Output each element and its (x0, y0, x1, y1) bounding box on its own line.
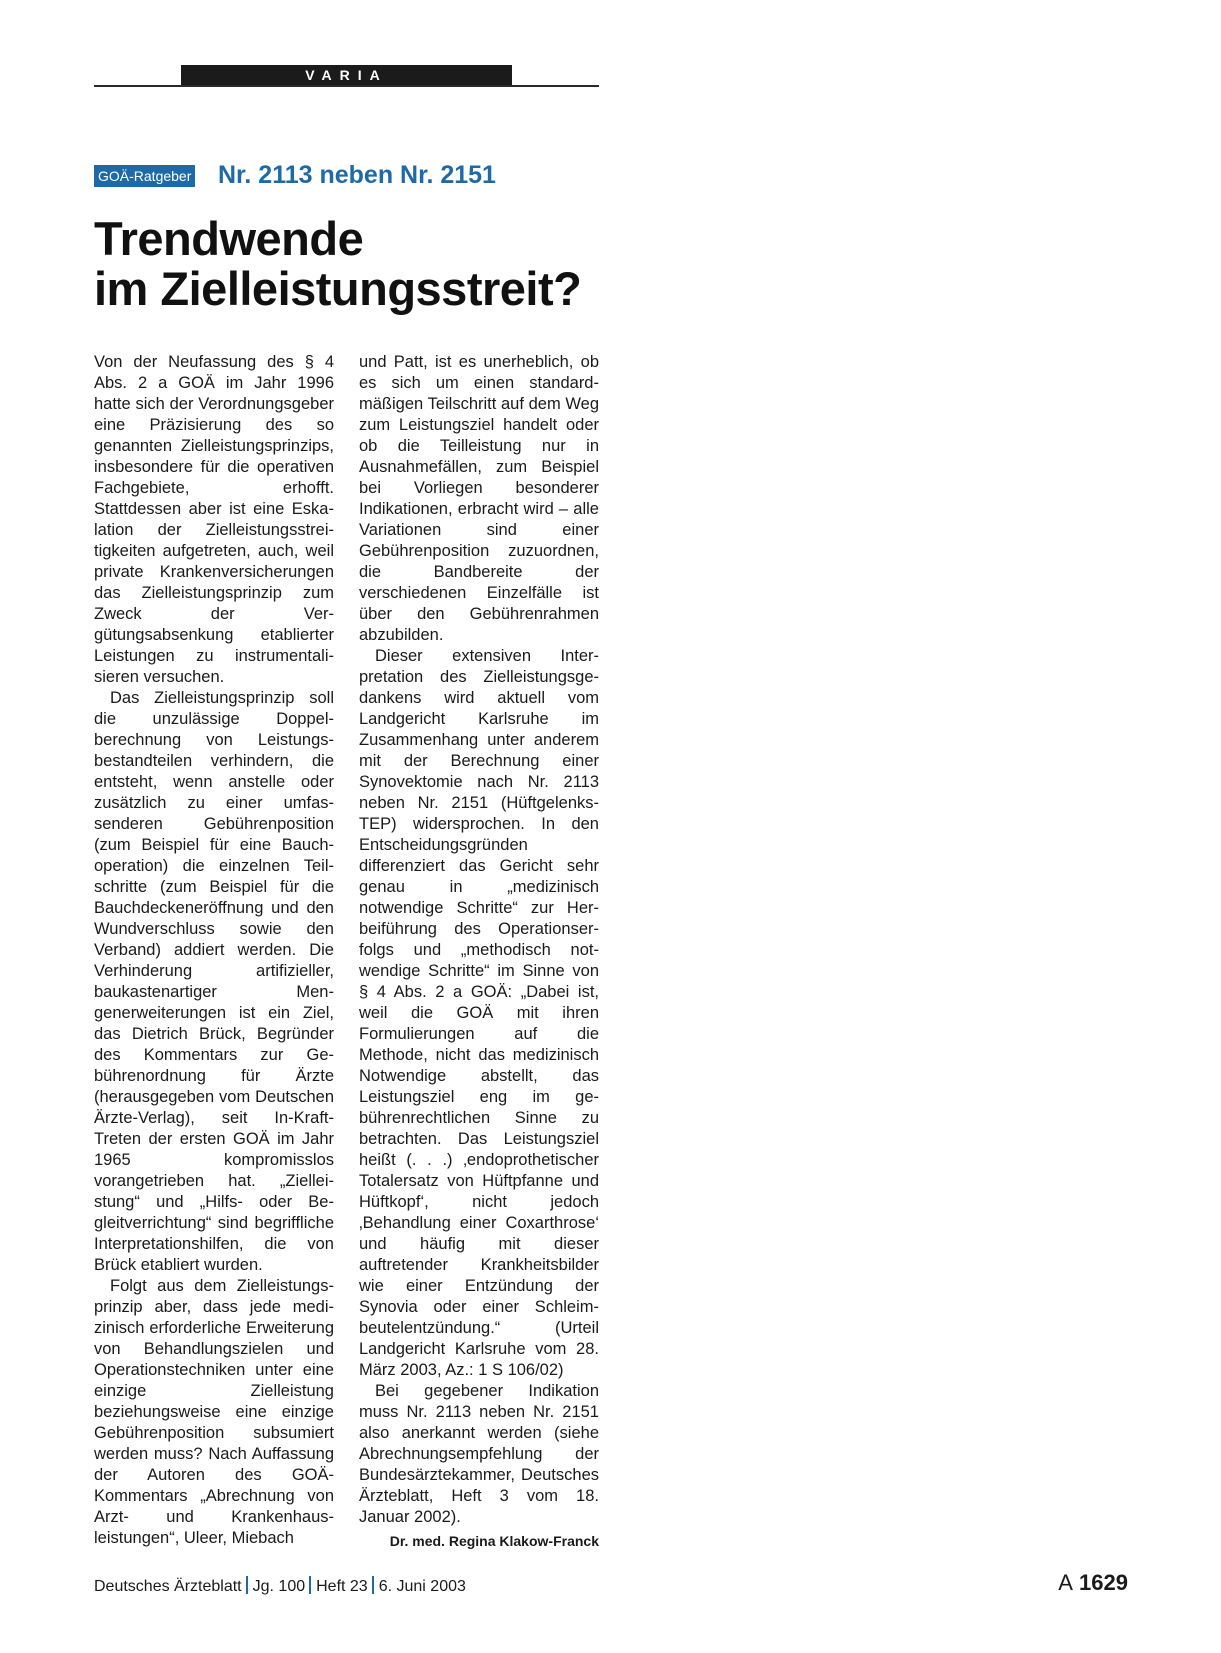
paragraph: Folgt aus dem Zielleistungsprinzip aber, dass jede medizinisch erforderliche Erweiterung von Behandlungszielen und Operationstechniken unter eine einzige Zielleistung beziehungsweise eine einzige Gebührenposition subsumiert werden muss? Nach Auffassung der Autoren des GOÄ-Kommentars „Abrechnung von Arzt- und Krankenhausleistungen“, Uleer, Miebach (94, 1277, 334, 1547)
paragraph: Von der Neufassung des § 4 Abs. 2 a GOÄ im Jahr 1996 hatte sich der Verordnungsgeber eine Präzisierung des so genannten Zielleistungsprinzips, insbesondere für die operativen Fachgebiete, erhofft. Stattdessen aber ist eine Eskalation der Zielleistungsstreitigkeiten aufgetreten, auch, weil private Krankenversicherungen das Zielleistungsprinzip zum Zweck der Vergütungsabsenkung etablierter Leistungen zu instrumentalisieren versuchen. (94, 353, 334, 686)
footer-issue: Heft 23 (316, 1578, 368, 1595)
footer-volume: Jg. 100 (252, 1578, 306, 1595)
footer-separator (246, 1576, 248, 1594)
footer-journal: Deutsches Ärzteblatt (94, 1578, 242, 1595)
rubric-badge: GOÄ-Ratgeber (94, 165, 195, 187)
footer-separator (372, 1576, 374, 1594)
page-footer (94, 1576, 466, 1598)
article-subtitle: Nr. 2113 neben Nr. 2151 (218, 161, 496, 189)
headline-line-2: im Zielleistungsstreit? (94, 262, 582, 315)
paragraph: Das Zielleistungsprinzip soll die unzulässige Doppelberechnung von Leistungsbestandteilen verhindern, die entsteht, wenn anstelle oder zusätzlich zu einer umfassenderen Gebührenposition (zum Beispiel für eine Bauchoperation) die einzelnen Teilschritte (zum Beispiel für die Bauchdeckeneröffnung und den Wundverschluss sowie den Verband) addiert werden. Die Verhinderung artifizieller, baukastenartiger Mengenerweiterungen ist ein Ziel, das Dietrich Brück, Begründer des Kommentars zur Gebührenordnung für Ärzte (herausgegeben vom Deutschen Ärzte-Verlag), seit In-Kraft-Treten der ersten GOÄ im Jahr 1965 kompromisslos vorangetrieben hat. „Zielleistung“ und „Hilfs- oder Begleitverrichtung“ sind begriffliche Interpretationshilfen, die von Brück etabliert wurden. (94, 689, 334, 1274)
paragraph: Bei gegebener Indikation muss Nr. 2113 neben Nr. 2151 also anerkannt werden (siehe Abrechnungsempfehlung der Bundesärztekammer, Deutsches Ärzteblatt, Heft 3 vom 18. Januar 2002). (359, 1382, 599, 1526)
section-divider (94, 85, 599, 87)
section-label: VARIA (181, 65, 512, 85)
text-column-left (94, 352, 334, 1549)
author-byline: Dr. med. Regina Klakow-Franck (389, 1533, 599, 1549)
paragraph: und Patt, ist es unerheblich, ob es sich um einen standardmäßigen Teilschritt auf dem Weg zum Leistungsziel handelt oder ob die Teilleistung nur in Ausnahmefällen, zum Beispiel bei Vorliegen besonderer Indikationen, erbracht wird – alle Variationen sind einer Gebührenposition zuzuordnen, die Bandbereite der verschiedenen Einzelfälle ist über den Gebührenrahmen abzubilden. (359, 353, 599, 644)
page-number (1058, 1568, 1128, 1598)
article-headline (94, 214, 654, 314)
page-number-prefix: A (1058, 1570, 1073, 1595)
headline-line-1: Trendwende (94, 212, 364, 265)
paragraph: Dieser extensiven Interpretation des Zielleistungsgedankens wird aktuell vom Landgericht Karlsruhe im Zusammenhang unter anderem mit der Berechnung einer Synovektomie nach Nr. 2113 neben Nr. 2151 (Hüftgelenks-TEP) widersprochen. In den Entscheidungsgründen differenziert das Gericht sehr genau in „medizinisch notwendige Schritte“ zur Herbeiführung des Operationserfolgs und „methodisch notwendige Schritte“ im Sinne von § 4 Abs. 2 a GOÄ: „Dabei ist, weil die GOÄ mit ihren Formulierungen auf die Methode, nicht das medizinisch Notwendige abstellt, das Leistungsziel eng im gebührenrechtlichen Sinne zu betrachten. Das Leistungsziel heißt (. . .) ‚endoprothetischer Totalersatz von Hüftpfanne und Hüftkopf‘, nicht jedoch ‚Behandlung einer Coxarthrose‘ und häufig mit dieser auftretender Krankheitsbilder wie einer Entzündung der Synovia oder einer Schleimbeutelentzündung.“ (Urteil Landgericht Karlsruhe vom 28. März 2003, Az.: 1 S 106/02) (359, 647, 599, 1379)
footer-separator (309, 1576, 311, 1594)
footer-date: 6. Juni 2003 (378, 1578, 466, 1595)
page-number-value: 1629 (1079, 1570, 1128, 1595)
text-column-right (359, 352, 599, 1552)
